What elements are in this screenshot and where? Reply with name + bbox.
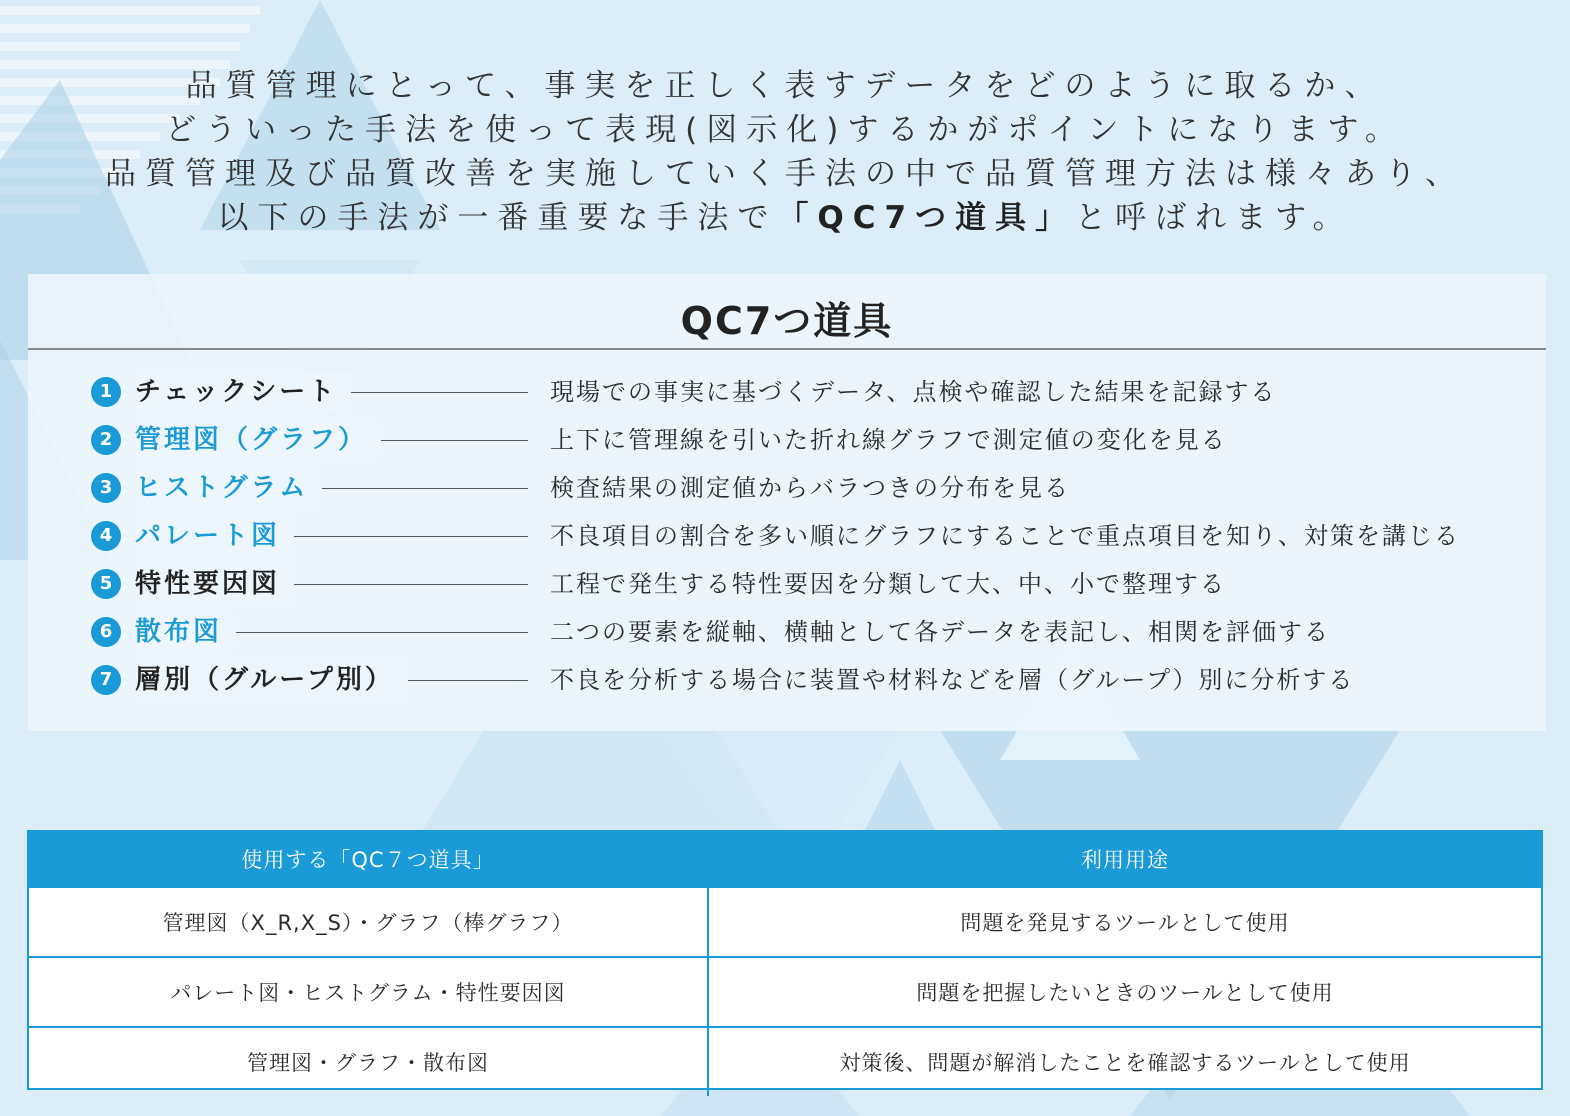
table-cell-tools: パレート図・ヒストグラム・特性要因図 [29,957,708,1027]
intro-line-4-pre: 以下の手法が一番重要な手法で [217,200,778,236]
tool-item [28,658,1546,706]
tool-item [28,610,1546,658]
connector-line [290,536,528,537]
intro-line-3: 品質管理及び品質改善を実施していく手法の中で品質管理方法は様々あり、 [105,156,1465,192]
tool-description: 上下に管理線を引いた折れ線グラフで測定値の変化を見る [550,426,1227,454]
intro-line-4-post: と呼ばれます。 [1075,200,1353,236]
tool-item [28,370,1546,418]
tool-number-badge: 6 [91,617,121,647]
panel-divider [28,348,1546,350]
intro-highlight: 「QC7つ道具」 [777,200,1076,236]
tool-description: 工程で発生する特性要因を分類して大、中、小で整理する [550,570,1226,598]
tool-item [28,418,1546,466]
tool-number-badge: 2 [91,425,121,455]
table-cell-usage: 問題を把握したいときのツールとして使用 [708,957,1541,1027]
connector-line [236,632,528,633]
table-cell-tools: 管理図（X_R,X_S）・グラフ（棒グラフ） [29,887,708,957]
tool-name: パレート図 [135,516,294,556]
connector-line [290,584,528,585]
connector-line [348,392,528,393]
column-header-tools: 使用する「QC７つ道具」 [29,832,708,887]
tool-number-badge: 5 [91,569,121,599]
table-row [29,957,1541,1027]
table-cell-usage: 問題を発見するツールとして使用 [708,887,1541,957]
tool-number-badge: 7 [91,665,121,695]
usage-table-grid [29,832,1541,1096]
tool-description: 不良項目の割合を多い順にグラフにすることで重点項目を知り、対策を講じる [550,522,1460,550]
column-header-usage: 利用用途 [708,832,1541,887]
tool-number-badge: 4 [91,521,121,551]
intro-line-4 [0,196,1570,240]
tool-name: 散布図 [135,612,236,652]
tool-name: 特性要因図 [135,564,294,604]
tool-description: 二つの要素を縦軸、横軸として各データを表記し、相関を評価する [550,618,1330,646]
tool-item [28,562,1546,610]
qc7-tools-panel [28,274,1546,731]
intro-line-2: どういった手法を使って表現(図示化)するかがポイントになります。 [165,112,1405,148]
tool-item [28,466,1546,514]
table-cell-tools: 管理図・グラフ・散布図 [29,1027,708,1096]
intro-text [0,64,1570,240]
intro-line-1: 品質管理にとって、事実を正しく表すデータをどのように取るか、 [185,68,1385,104]
tool-name: 層別（グループ別） [135,660,408,700]
tool-number-badge: 3 [91,473,121,503]
tool-description: 検査結果の測定値からバラつきの分布を見る [550,474,1070,502]
tool-name: ヒストグラム [135,468,322,508]
tool-description: 現場での事実に基づくデータ、点検や確認した結果を記録する [550,378,1277,406]
connector-line [314,488,528,489]
tool-name: チェックシート [135,372,351,412]
panel-title: QC7つ道具 [680,299,894,343]
table-row [29,1027,1541,1096]
tool-item [28,514,1546,562]
table-header-row [29,832,1541,887]
table-cell-usage: 対策後、問題が解消したことを確認するツールとして使用 [708,1027,1541,1096]
tool-description: 不良を分析する場合に装置や材料などを層（グループ）別に分析する [550,666,1355,694]
usage-table [27,830,1543,1090]
tool-name: 管理図（グラフ） [135,420,381,460]
tool-number-badge: 1 [91,377,121,407]
table-row [29,887,1541,957]
